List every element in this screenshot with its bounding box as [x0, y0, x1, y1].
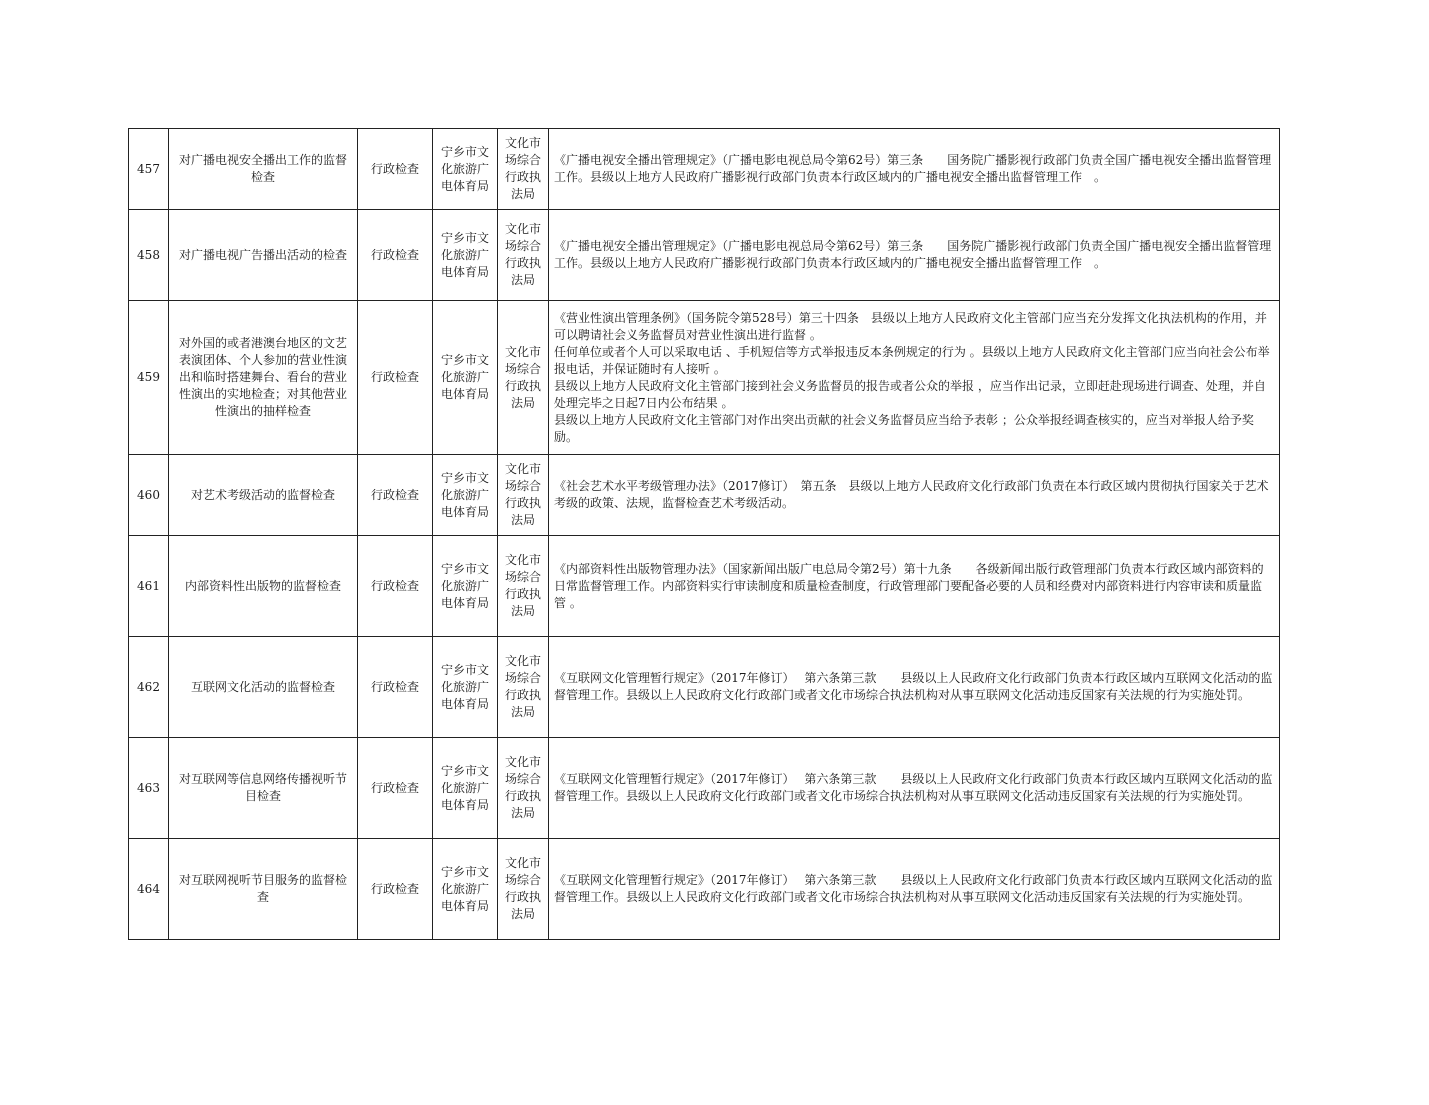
legal-basis — [549, 839, 1280, 940]
legal-basis-paragraph: 《社会艺术水平考级管理办法》（2017修订） 第五条 县级以上地方人民政府文化行政部门负责在本行政区域内贯彻执行国家关于艺术考级的政策、法规，监督检查艺术考级活动。 — [554, 479, 1269, 510]
power-category: 行政检查 — [358, 536, 433, 637]
legal-basis — [549, 455, 1280, 536]
responsible-department: 宁乡市文化旅游广电体育局 — [433, 637, 498, 738]
legal-basis-paragraph: 任何单位或者个人可以采取电话 、手机短信等方式举报违反本条例规定的行为 。县级以上地方人民政府文化主管部门应当向社会公布举报电话，并保证随时有人接听 。 — [554, 344, 1270, 376]
power-category: 行政检查 — [358, 839, 433, 940]
executing-agency: 文化市场综合行政执法局 — [498, 738, 549, 839]
row-number: 459 — [129, 301, 169, 455]
responsible-department: 宁乡市文化旅游广电体育局 — [433, 839, 498, 940]
legal-basis-paragraph: 《内部资料性出版物管理办法》（国家新闻出版广电总局令第2号）第十九条 各级新闻出版行政管理部门负责本行政区域内部资料的日常监督管理工作。内部资料实行审读制度和质量检查制度，行政管理部门要配备必要的人员和经费对内部资料进行内容审读和质量监管 。 — [554, 561, 1264, 610]
legal-basis-paragraph: 《广播电视安全播出管理规定》（广播电影电视总局令第62号）第三条 国务院广播影视行政部门负责全国广播电视安全播出监督管理工作。县级以上地方人民政府广播影视行政部门负责本行政区域内的广播电视安全播出监督管理工作 。 — [554, 239, 1272, 270]
table-row — [129, 210, 1280, 301]
legal-basis-paragraph: 县级以上地方人民政府文化主管部门对作出突出贡献的社会义务监督员应当给予表彰 ；公众举报经调查核实的，应当对举报人给予奖励。 — [554, 412, 1254, 444]
table-row — [129, 738, 1280, 839]
responsible-department: 宁乡市文化旅游广电体育局 — [433, 301, 498, 455]
row-number: 462 — [129, 637, 169, 738]
legal-basis — [549, 129, 1280, 210]
responsible-department: 宁乡市文化旅游广电体育局 — [433, 210, 498, 301]
row-number: 461 — [129, 536, 169, 637]
table-row — [129, 301, 1280, 455]
power-category: 行政检查 — [358, 455, 433, 536]
executing-agency: 文化市场综合行政执法局 — [498, 455, 549, 536]
power-category: 行政检查 — [358, 738, 433, 839]
legal-basis-paragraph: 《互联网文化管理暂行规定》（2017年修订） 第六条第三款 县级以上人民政府文化行政部门负责本行政区域内互联网文化活动的监督管理工作。县级以上人民政府文化行政部门或者文化市场综合执法机构对从事互联网文化活动违反国家有关法规的行为实施处罚。 — [554, 671, 1273, 702]
executing-agency: 文化市场综合行政执法局 — [498, 637, 549, 738]
row-number: 457 — [129, 129, 169, 210]
executing-agency: 文化市场综合行政执法局 — [498, 129, 549, 210]
responsible-department: 宁乡市文化旅游广电体育局 — [433, 536, 498, 637]
legal-basis-paragraph: 县级以上地方人民政府文化主管部门接到社会义务监督员的报告或者公众的举报 ，应当作出记录，立即赶赴现场进行调查、处理，并自处理完毕之日起7日内公布结果 。 — [554, 378, 1266, 410]
power-category: 行政检查 — [358, 637, 433, 738]
executing-agency: 文化市场综合行政执法局 — [498, 839, 549, 940]
table-row — [129, 129, 1280, 210]
legal-basis-paragraph: 《营业性演出管理条例》（国务院令第528号）第三十四条 县级以上地方人民政府文化主管部门应当充分发挥文化执法机构的作用，并可以聘请社会义务监督员对营业性演出进行监督 。 — [554, 310, 1267, 342]
row-number: 463 — [129, 738, 169, 839]
executing-agency: 文化市场综合行政执法局 — [498, 301, 549, 455]
inspection-item: 对互联网视听节目服务的监督检查 — [169, 839, 358, 940]
legal-basis — [549, 210, 1280, 301]
responsible-department: 宁乡市文化旅游广电体育局 — [433, 455, 498, 536]
responsible-department: 宁乡市文化旅游广电体育局 — [433, 129, 498, 210]
inspection-item: 对广播电视安全播出工作的监督检查 — [169, 129, 358, 210]
table-body — [129, 129, 1280, 940]
table-row — [129, 455, 1280, 536]
inspection-item: 对广播电视广告播出活动的检查 — [169, 210, 358, 301]
legal-basis — [549, 301, 1280, 455]
power-category: 行政检查 — [358, 301, 433, 455]
legal-basis-paragraph: 《互联网文化管理暂行规定》（2017年修订） 第六条第三款 县级以上人民政府文化行政部门负责本行政区域内互联网文化活动的监督管理工作。县级以上人民政府文化行政部门或者文化市场综合执法机构对从事互联网文化活动违反国家有关法规的行为实施处罚。 — [554, 873, 1273, 904]
table-row — [129, 839, 1280, 940]
legal-basis — [549, 637, 1280, 738]
responsible-department: 宁乡市文化旅游广电体育局 — [433, 738, 498, 839]
power-category: 行政检查 — [358, 129, 433, 210]
executing-agency: 文化市场综合行政执法局 — [498, 210, 549, 301]
executing-agency: 文化市场综合行政执法局 — [498, 536, 549, 637]
row-number: 458 — [129, 210, 169, 301]
legal-basis-paragraph: 《广播电视安全播出管理规定》（广播电影电视总局令第62号）第三条 国务院广播影视行政部门负责全国广播电视安全播出监督管理工作。县级以上地方人民政府广播影视行政部门负责本行政区域内的广播电视安全播出监督管理工作 。 — [554, 153, 1272, 184]
authority-list-table — [128, 128, 1280, 940]
row-number: 460 — [129, 455, 169, 536]
inspection-item: 对外国的或者港澳台地区的文艺表演团体、个人参加的营业性演出和临时搭建舞台、看台的营业性演出的实地检查；对其他营业性演出的抽样检查 — [169, 301, 358, 455]
row-number: 464 — [129, 839, 169, 940]
legal-basis — [549, 738, 1280, 839]
inspection-item: 内部资料性出版物的监督检查 — [169, 536, 358, 637]
inspection-item: 对互联网等信息网络传播视听节目检查 — [169, 738, 358, 839]
legal-basis — [549, 536, 1280, 637]
table-row — [129, 536, 1280, 637]
inspection-item: 互联网文化活动的监督检查 — [169, 637, 358, 738]
legal-basis-paragraph: 《互联网文化管理暂行规定》（2017年修订） 第六条第三款 县级以上人民政府文化行政部门负责本行政区域内互联网文化活动的监督管理工作。县级以上人民政府文化行政部门或者文化市场综合执法机构对从事互联网文化活动违反国家有关法规的行为实施处罚。 — [554, 772, 1273, 803]
table-row — [129, 637, 1280, 738]
inspection-item: 对艺术考级活动的监督检查 — [169, 455, 358, 536]
power-category: 行政检查 — [358, 210, 433, 301]
